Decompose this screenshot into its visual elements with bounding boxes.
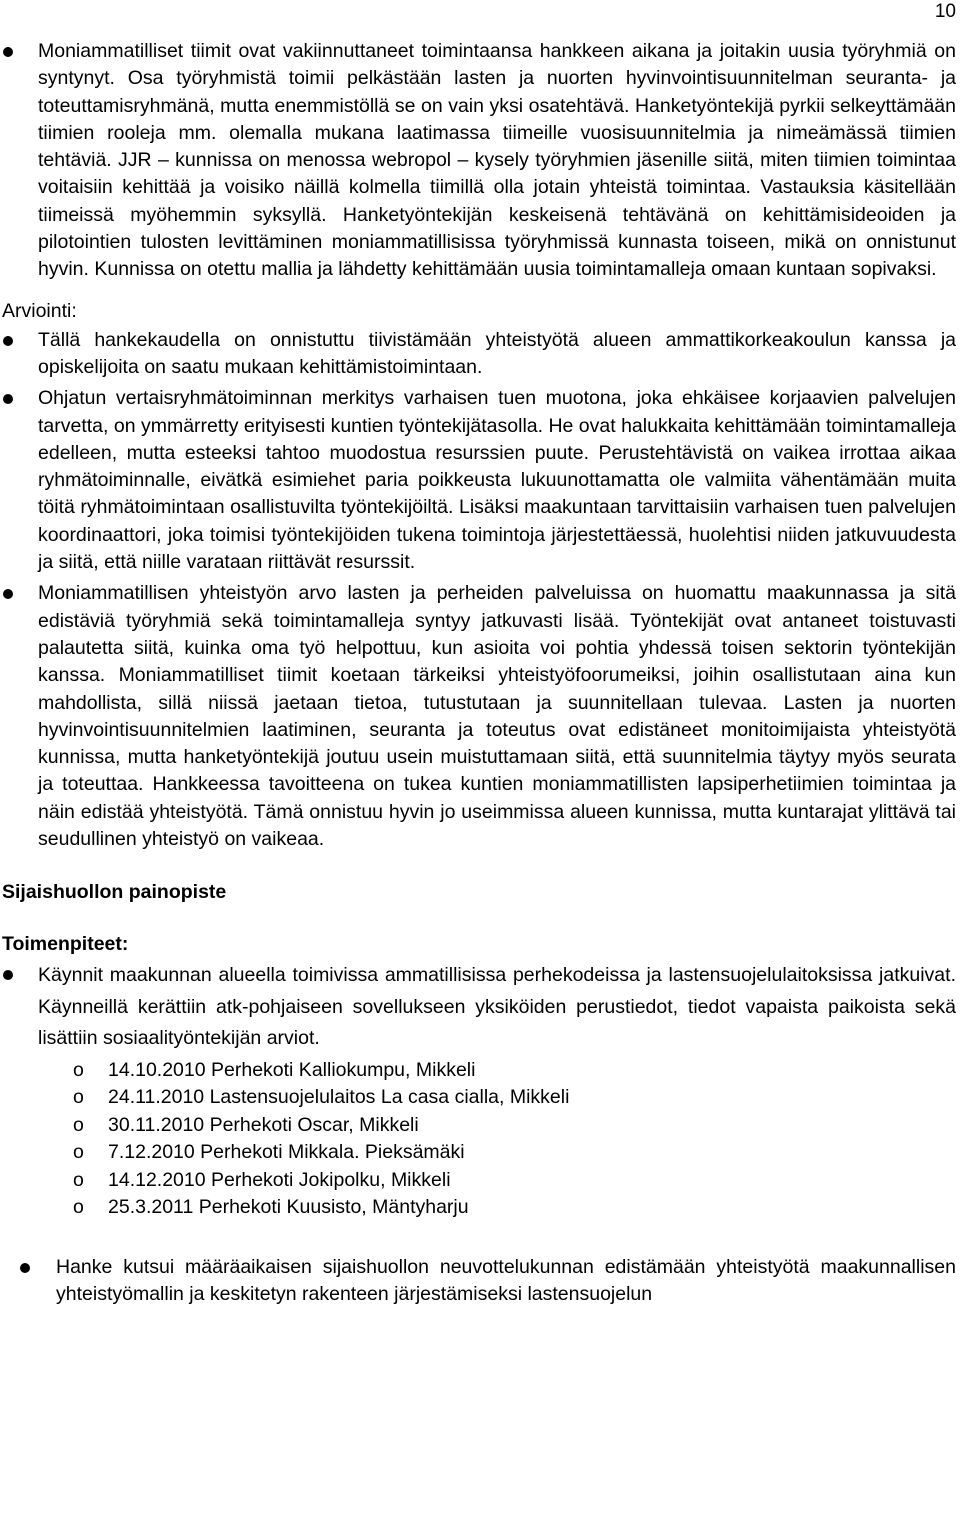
final-bullet-list [0, 1254, 960, 1309]
list-item [0, 1254, 960, 1309]
sub-bullet-marker: o [73, 1058, 84, 1081]
list-item [0, 1084, 960, 1112]
sub-bullet-marker: o [73, 1141, 84, 1164]
bullet-dot-icon [3, 47, 13, 57]
list-item [0, 1112, 960, 1140]
page-number: 10 [934, 1, 956, 22]
toimenpiteet-bullet-list [0, 960, 960, 1055]
visit-entry: 30.11.2010 Perhekoti Oscar, Mikkeli [108, 1113, 419, 1136]
paragraph-text: Käynnit maakunnan alueella toimivissa ammatillisissa perhekodeissa ja lastensuojelulaitoksissa jatkuivat. Käynneillä kerättiin atk-pohjaiseen sovellukseen yksiköiden perustiedot, tiedot vapaista paikoista sekä lisättiin sosiaalityöntekijän arviot. [38, 964, 956, 1050]
list-item [0, 1057, 960, 1085]
bullet-dot-icon [3, 589, 13, 599]
visit-entry: 24.11.2010 Lastensuojelulaitos La casa cialla, Mikkeli [108, 1086, 570, 1109]
sub-bullet-marker: o [73, 1196, 84, 1219]
intro-bullet-list [0, 38, 960, 284]
arviointi-bullet-list [0, 327, 960, 854]
list-item [0, 960, 960, 1055]
sub-bullet-marker: o [73, 1168, 84, 1191]
paragraph-text: Ohjatun vertaisryhmätoiminnan merkitys varhaisen tuen muotona, joka ehkäisee korjaavien palvelujen tarvetta, on ymmärretty erityisesti kuntien työntekijätasolla. He ovat halukkaita kehittämään toimintamalleja edelleen, mutta esteeksi tahtoo muodostua resurssien puute. Perustehtävistä on vaikea irrottaa aikaa ryhmätoiminnalle, eivätkä esimiehet paria poikkeusta lukuunottamatta ole valmiita vähentämään muita töitä ryhmätoimintaan osallistuvilta työntekijöiltä. Lisäksi maakuntaan tarvittaisiin varhaisen tuen palvelujen koordinaattori, joka toimisi työntekijöiden tukena toimintoja järjestettäessä, huolehtisi niiden jatkuvuudesta ja siitä, että niille varataan riittävät resurssit. [38, 387, 957, 574]
section-heading-toimenpiteet: Toimenpiteet: [2, 933, 129, 956]
document-body [0, 38, 960, 1308]
list-item [0, 580, 960, 853]
section-heading-sijaishuolto: Sijaishuollon painopiste [2, 881, 227, 904]
bullet-dot-icon [3, 970, 13, 980]
visit-entry: 25.3.2011 Perhekoti Kuusisto, Mäntyharju [108, 1196, 469, 1219]
visit-entry: 14.10.2010 Perhekoti Kalliokumpu, Mikkeli [108, 1058, 476, 1081]
list-item [0, 1167, 960, 1195]
list-item [0, 1194, 960, 1222]
paragraph-text: Hanke kutsui määräaikaisen sijaishuollon neuvottelukunnan edistämään yhteistyötä maakunnallisen yhteistyömallin ja keskitetyn rakenteen järjestämiseksi lastensuojelun [56, 1255, 956, 1306]
sub-bullet-marker: o [73, 1086, 84, 1109]
bullet-dot-icon [3, 336, 13, 346]
visit-entry: 7.12.2010 Perhekoti Mikkala. Pieksämäki [108, 1141, 465, 1164]
list-item [0, 38, 960, 284]
paragraph-text: Moniammatillisen yhteistyön arvo lasten ja perheiden palveluissa on huomattu maakunnassa ja sitä edistäviä työryhmiä sekä toimintamalleja syntyy jatkuvasti lisää. Työntekijät ovat antaneet toistuvasti palautetta siitä, kuinka oma työ helpottuu, kun asioita voi pohtia yhdessä toisen sektorin työntekijän kanssa. Moniammatilliset tiimit koetaan tärkeiksi yhteistyöfoorumeiksi, joihin osallistutaan aina kun mahdollista, sillä niissä jaetaan tietoa, tutustutaan ja suunnitellaan tulevaa. Lasten ja nuorten hyvinvointisuunnitelmien laatiminen, seuranta ja toteutus ovat edistäneet monitoimijaista yhteistyötä kunnissa, mutta hanketyöntekijä joutuu usein muistuttamaan siitä, että suunnitelmia täytyy myös seurata ja toteuttaa. Hankkeessa tavoitteena on tukea kuntien moniammatillisten lapsiperhetiimien toimintaa ja näin edistää yhteistyötä. Tämä onnistuu hyvin jo useimmissa alueen kunnissa, mutta kuntarajat ylittävä tai seudullinen yhteistyö on vaikeaa. [38, 582, 956, 851]
visit-list [0, 1057, 960, 1222]
sub-bullet-marker: o [73, 1113, 84, 1136]
section-heading-arviointi: Arviointi: [2, 299, 77, 322]
list-item [0, 1139, 960, 1167]
paragraph-text: Tällä hankekaudella on onnistuttu tiivistämään yhteistyötä alueen ammattikorkeakoulun kanssa ja opiskelijoita on saatu mukaan kehittämistoimintaan. [38, 328, 956, 378]
bullet-dot-icon [3, 394, 13, 404]
paragraph-text: Moniammatilliset tiimit ovat vakiinnuttaneet toimintaansa hankkeen aikana ja joitakin uusia työryhmiä on syntynyt. Osa työryhmistä toimii pelkästään lasten ja nuorten hyvinvointisuunnitelman seuranta- ja toteuttamisryhmänä, mutta enemmistöllä se on vain yksi osatehtävä. Hanketyöntekijä pyrkii selkeyttämään tiimien rooleja mm. olemalla mukana laatimassa tiimeille vuosisuunnitelmia ja nimeämässä tiimien tehtäviä. JJR – kunnissa on menossa webropol – kysely työryhmien jäsenille siitä, miten tiimien toimintaa voitaisiin kehittää ja voisiko näillä kolmella tiimillä olla jotain yhteistä toimintaa. Vastauksia käsitellään tiimeissä myöhemmin syksyllä. Hanketyöntekijän keskeisenä tehtävänä on kehittämisideoiden ja pilotointien tulosten levittäminen moniammatillisissa työryhmissä kunnasta toiseen, mikä on onnistunut hyvin. Kunnissa on otettu mallia ja lähdetty kehittämään uusia toimintamalleja omaan kuntaan sopivaksi. [38, 40, 956, 281]
list-item [0, 327, 960, 382]
visit-entry: 14.12.2010 Perhekoti Jokipolku, Mikkeli [108, 1168, 451, 1191]
bullet-dot-icon [20, 1263, 30, 1273]
list-item [0, 385, 960, 576]
